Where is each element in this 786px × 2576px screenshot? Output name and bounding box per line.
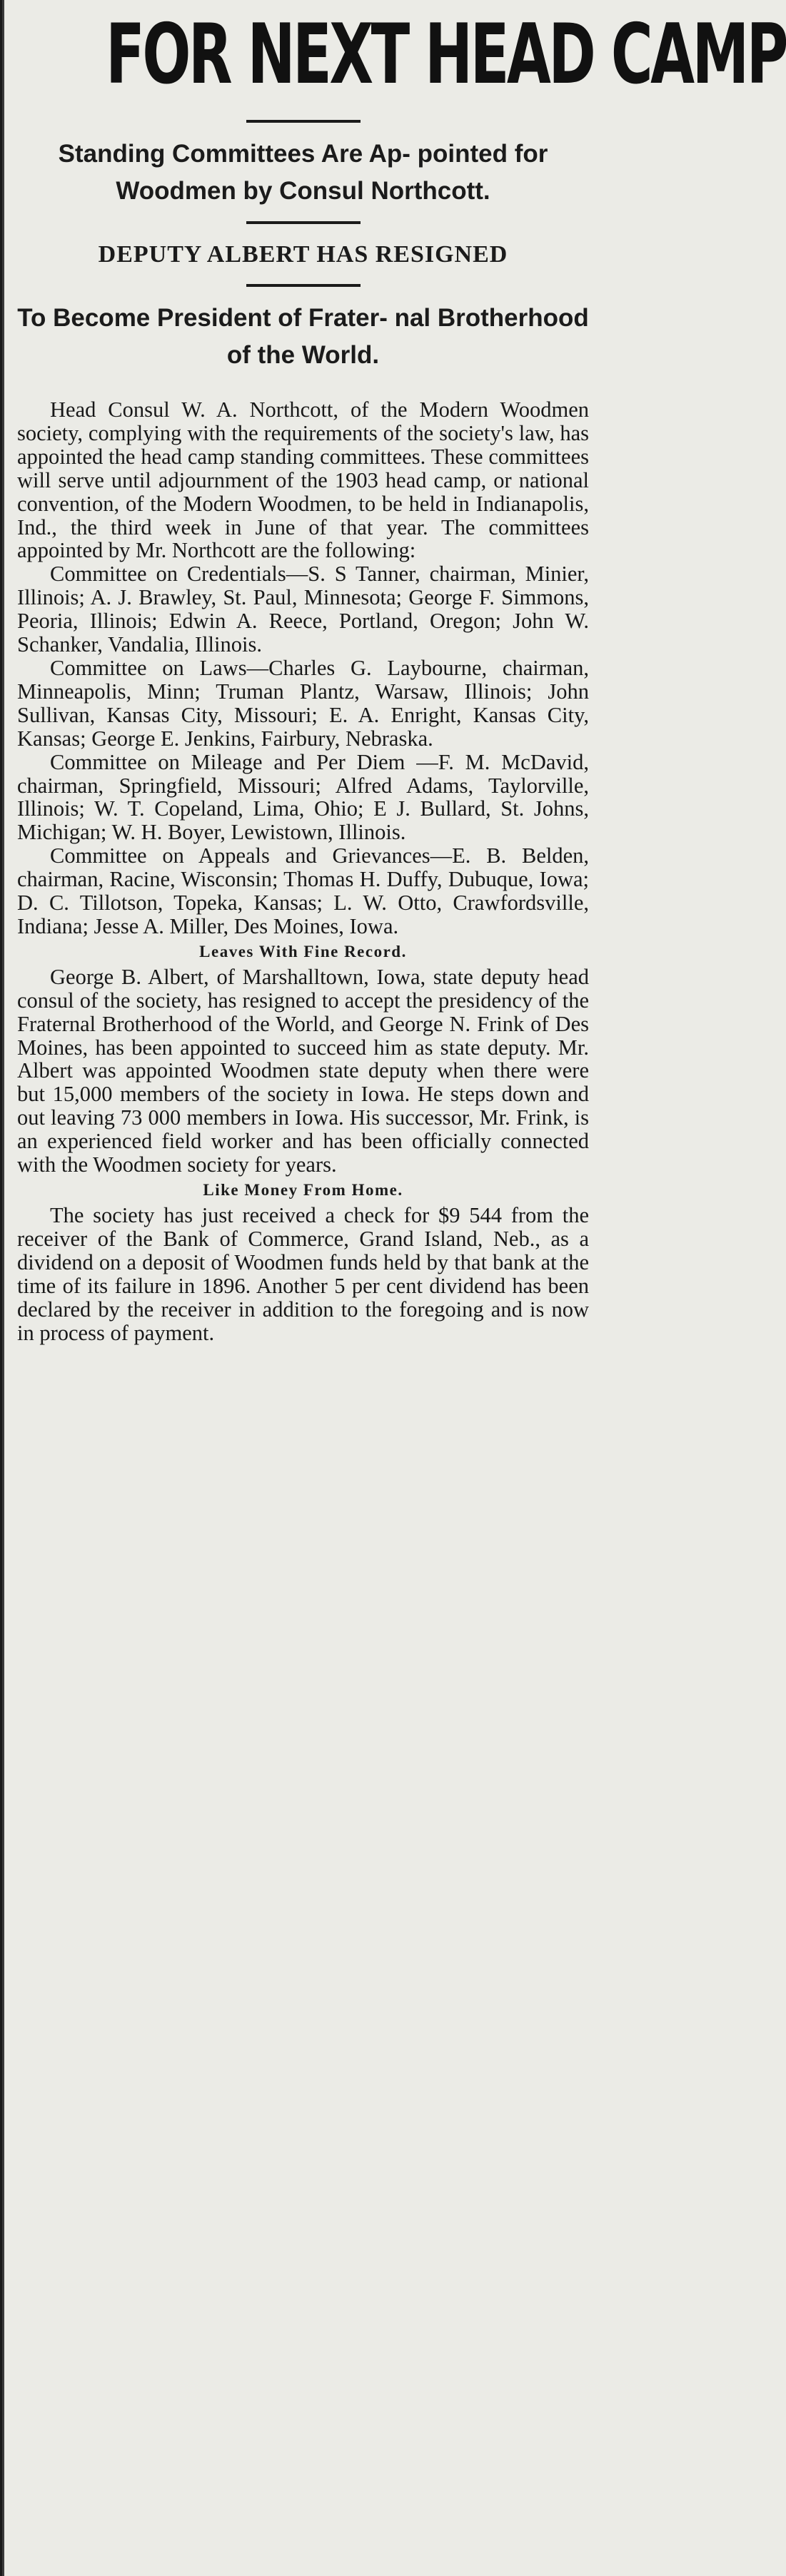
section-heading-fine-record: Leaves With Fine Record. [199,942,407,960]
subheadline-deputy-resigned: DEPUTY ALBERT HAS RESIGNED [98,241,508,268]
divider-rule [246,221,361,224]
subheadline-committees: Standing Committees Are Ap- pointed for Woodmen by Consul Northcott. [58,140,548,205]
committee-credentials: Committee on Credentials—S. S Tanner, chairman, Minier, Illinois; A. J. Brawley, St. Paul, Minnesota; George F. Simmons, Peoria, Illinois; Edwin A. Reece, Portland, Oregon; John W. Schanker, Vandalia, Illinois. [17,562,589,657]
committee-laws: Committee on Laws—Charles G. Laybourne, chairman, Minneapolis, Minn; Truman Plantz, Warsaw, Illinois; John Sullivan, Kansas City, Missouri; E. A. Enright, Kansas City, Kansas; George E. Jenkins, Fairbury, Nebraska. [17,655,589,751]
committee-appeals: Committee on Appeals and Grievances—E. B. Belden, chairman, Racine, Wisconsin; Thomas H. Duffy, Dubuque, Iowa; D. C. Tillotson, Topeka, Kansas; L. W. Otto, Crawfordsville, Indiana; Jesse A. Miller, Des Moines, Iowa. [17,843,589,938]
article-body [17,398,589,1344]
subheadline-fraternal-brotherhood: To Become President of Frater- nal Brotherhood of the World. [17,304,589,369]
divider-rule [246,284,361,287]
headline: FOR NEXT HEAD CAMP [106,6,786,103]
dividend-paragraph: The society has just received a check for $9 544 from the receiver of the Bank of Commerce, Grand Island, Neb., as a dividend on a deposit of Woodmen funds held by that bank at the time of its failure in 1896. Another 5 per cent dividend has been declared by the receiver in addition to the foregoing and is now in process of payment. [17,1203,589,1345]
committee-mileage: Committee on Mileage and Per Diem —F. M. McDavid, chairman, Springfield, Missouri; Alfred Adams, Taylorville, Illinois; W. T. Copeland, Lima, Ohio; E J. Bullard, St. Johns, Michigan; W. H. Boyer, Lewistown, Illinois. [17,749,589,845]
column-gutter-edge [0,0,7,2576]
section-heading-money-from-home: Like Money From Home. [203,1181,403,1199]
albert-paragraph: George B. Albert, of Marshalltown, Iowa, state deputy head consul of the society, has resigned to accept the presidency of the Fraternal Brotherhood of the World, and George N. Frink of Des Moines, has been appointed to succeed him as state deputy. Mr. Albert was appointed Woodmen state deputy when there were but 15,000 members of the society in Iowa. He steps down and out leaving 73 000 members in Iowa. His successor, Mr. Frink, is an experienced field worker and has been officially connected with the Woodmen society for years. [17,964,589,1177]
divider-rule [246,120,361,123]
intro-paragraph: Head Consul W. A. Northcott, of the Modern Woodmen society, complying with the requirements of the society's law, has appointed the head camp standing committees. These committees will serve until adjournment of the 1903 head camp, or national convention, of the Modern Woodmen, to be held in Indianapolis, Ind., the third week in June of that year. The committees appointed by Mr. Northcott are the following: [17,397,589,563]
